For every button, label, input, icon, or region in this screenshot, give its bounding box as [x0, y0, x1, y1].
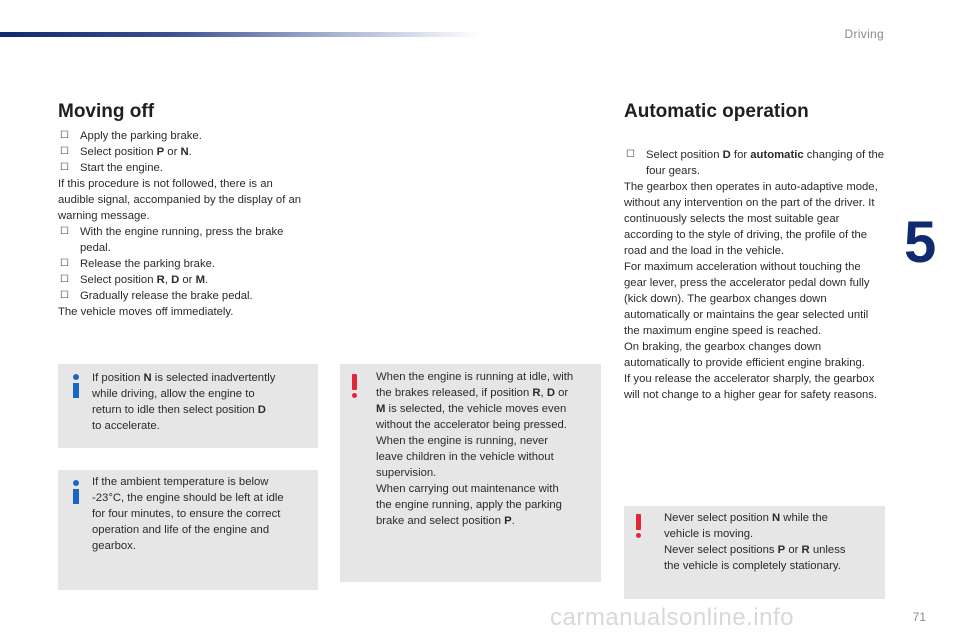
paragraph: The vehicle moves off immediately.	[58, 306, 234, 318]
checkbox-bullet-icon: ☐	[60, 162, 69, 173]
warning-icon	[635, 514, 643, 538]
box-line: operation and life of the engine and	[92, 524, 270, 536]
bullet-item: ☐ Select position D for automatic changing of the four gears.	[626, 149, 885, 177]
warning-icon	[351, 374, 359, 398]
bullet-item: ☐ Apply the parking brake.	[60, 130, 202, 142]
box-line: Never select positions P or R unless	[664, 544, 846, 556]
checkbox-bullet-icon: ☐	[60, 258, 69, 269]
box-line: while driving, allow the engine to	[92, 388, 255, 400]
section-label: Driving	[844, 27, 884, 41]
paragraph: For maximum acceleration without touching the gear lever, press the accelerator pedal down fully (kick down). The gearbox changes down automatically or maintains the gear selected until the maximum engine speed is reached.	[624, 261, 870, 337]
checkbox-bullet-icon: ☐	[60, 130, 69, 141]
box-line: Never select position N while the	[664, 512, 828, 524]
automatic-operation-content	[624, 147, 886, 403]
watermark: carmanualsonline.info	[550, 604, 794, 631]
page-number: 71	[912, 610, 926, 624]
box-line: to accelerate.	[92, 420, 160, 432]
info-box-temperature-text	[92, 474, 312, 554]
box-line: the engine running, apply the parking	[376, 499, 562, 511]
checkbox-bullet-icon: ☐	[60, 146, 69, 157]
checkbox-bullet-icon: ☐	[626, 149, 635, 160]
bullet-item: ☐ Gradually release the brake pedal.	[60, 290, 253, 302]
info-box-temperature	[58, 470, 318, 590]
box-line: the vehicle is completely stationary.	[664, 560, 841, 572]
box-line: If the ambient temperature is below	[92, 476, 269, 488]
paragraph: On braking, the gearbox changes down automatically to provide efficient engine braking.	[624, 341, 865, 369]
info-icon	[70, 374, 82, 398]
box-line: for four minutes, to ensure the correct	[92, 508, 281, 520]
info-box-neutral-text	[92, 370, 312, 434]
bullet-item: ☐ Select position R, D or M.	[60, 274, 209, 286]
bullet-item: ☐ Release the parking brake.	[60, 258, 216, 270]
chapter-number: 5	[904, 210, 937, 275]
box-line: leave children in the vehicle without	[376, 451, 554, 463]
info-icon	[70, 480, 82, 504]
warning-box-idle	[340, 364, 601, 582]
paragraph: The gearbox then operates in auto-adaptive mode, without any intervention on the part of the driver. It continuously selects the most suitable gear according to the style of driving, the profile of the road and the load in the vehicle.	[624, 181, 878, 257]
box-line: -23°C, the engine should be left at idle	[92, 492, 284, 504]
box-line: without the accelerator being pressed.	[376, 419, 567, 431]
box-line: return to idle then select position D	[92, 404, 266, 416]
box-line: When carrying out maintenance with	[376, 483, 559, 495]
checkbox-bullet-icon: ☐	[60, 274, 69, 285]
warning-box-neutral	[624, 506, 885, 599]
box-line: supervision.	[376, 467, 437, 479]
checkbox-bullet-icon: ☐	[60, 290, 69, 301]
moving-off-content	[58, 128, 310, 320]
box-line: M is selected, the vehicle moves even	[376, 403, 567, 415]
automatic-operation-title: Automatic operation	[624, 101, 809, 122]
box-line: the brakes released, if position R, D or	[376, 387, 569, 399]
bullet-item: ☐ Start the engine.	[60, 162, 163, 174]
paragraph: If you release the accelerator sharply, the gearbox will not change to a higher gear for safety reasons.	[624, 373, 878, 401]
box-line: vehicle is moving.	[664, 528, 754, 540]
info-box-neutral	[58, 364, 318, 448]
paragraph: If this procedure is not followed, there is an audible signal, accompanied by the display of an warning message.	[58, 178, 302, 222]
box-line: When the engine is running at idle, with	[376, 371, 574, 383]
box-line: When the engine is running, never	[376, 435, 549, 447]
box-line: gearbox.	[92, 540, 136, 552]
box-line: If position N is selected inadvertently	[92, 372, 276, 384]
bullet-item: ☐ With the engine running, press the brake pedal.	[60, 226, 284, 254]
bullet-item: ☐ Select position P or N.	[60, 146, 192, 158]
moving-off-title: Moving off	[58, 101, 155, 122]
warning-box-neutral-text	[664, 510, 879, 574]
checkbox-bullet-icon: ☐	[60, 226, 69, 237]
box-line: brake and select position P.	[376, 515, 515, 527]
warning-box-idle-text	[376, 369, 598, 529]
header-accent-bar	[0, 32, 480, 37]
